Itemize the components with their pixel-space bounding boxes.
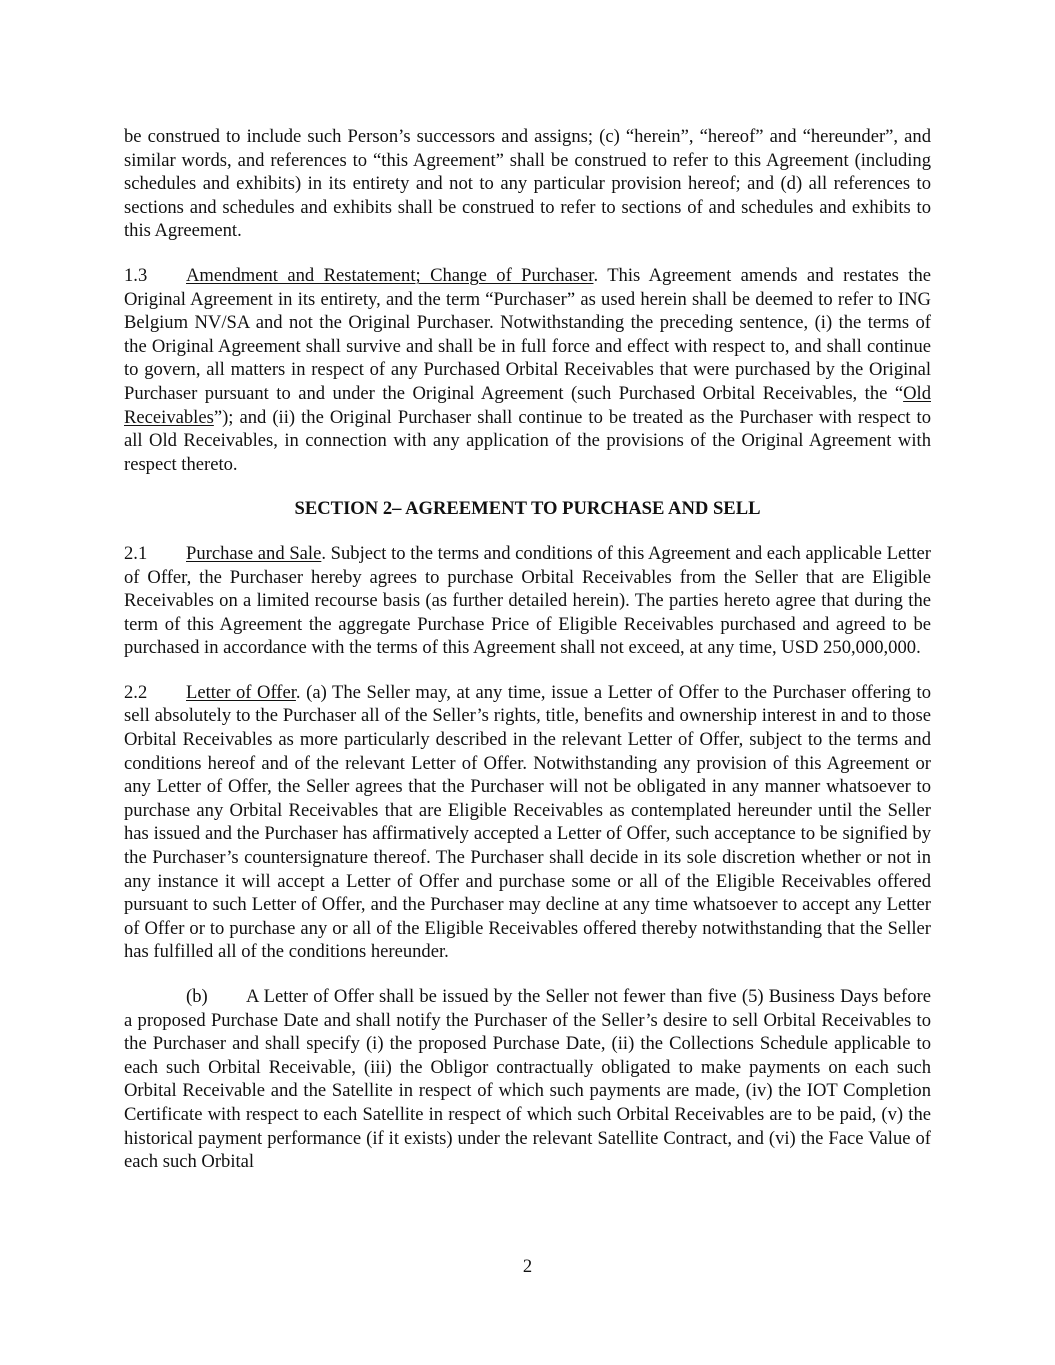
section-text: . This Agreement amends and restates the Original Agreement in its entirety, and the term “Purchaser” as used herein shall be deemed to refer to ING Belgium NV/SA and not the Original Purchaser. Notwithstanding the preceding sentence, (i) the terms of the Original Agreement shall survive and shall be in full force and effect with respect to, and shall continue to govern, all matters in respect of any Purchased Orbital Receivables that were purchased by the Original Purchaser pursuant to and under the Original Agreement (such Purchased Orbital Receivables, the “ <box>124 264 931 404</box>
section-title: Amendment and Restatement; Change of Purchaser <box>186 264 594 286</box>
section-text: . Subject to the terms and conditions of this Agreement and each applicable Letter of Offer, the Purchaser hereby agrees to purchase Orbital Receivables from the Seller that are Eligible Receivables on a limited recourse basis (as further detailed herein). The parties hereto agree that during the term of this Agreement the aggregate Purchase Price of Eligible Receivables purchased and agreed to be purchased in accordance with the terms of this Agreement shall not exceed, at any time, USD 250,000,000. <box>124 542 931 659</box>
document-page <box>124 125 931 1195</box>
section-2-heading: SECTION 2– AGREEMENT TO PURCHASE AND SELL <box>294 498 761 520</box>
section-text: . (a) The Seller may, at any time, issue a Letter of Offer to the Purchaser offering to sell absolutely to the Purchaser all of the Seller’s rights, title, benefits and ownership interest in and to those Orbital Receivables as more particularly described in the relevant Letter of Offer, subject to the terms and conditions hereof and of the relevant Letter of Offer. Notwithstanding any provision of this Agreement or any Letter of Offer, the Seller agrees that the Purchaser will not be obligated in any manner whatsoever to purchase any Orbital Receivables that are Eligible Receivables as contemplated hereunder until the Seller has issued and the Purchaser has affirmatively accepted a Letter of Offer, such acceptance to be signified by the Purchaser’s countersignature thereof. The Purchaser shall decide in its sole discretion whether or not in any instance it will accept a Letter of Offer and purchase some or all of the Eligible Receivables offered pursuant to such Letter of Offer, and the Purchaser may decline at any time whatsoever to accept any Letter of Offer or to purchase any or all of the Eligible Receivables offered thereby notwithstanding that the Seller has fulfilled all of the conditions hereunder. <box>124 681 931 963</box>
section-number: 1.3 <box>124 264 148 286</box>
section-2-2 <box>124 681 931 964</box>
section-text: ”); and (ii) the Original Purchaser shall continue to be treated as the Purchaser with respect to all Old Receivables, in connection with any application of the provisions of the Original Agreement with respect thereto. <box>124 406 931 475</box>
clause-label: (b) <box>186 986 208 1007</box>
section-title: Purchase and Sale <box>186 542 322 564</box>
section-2-1 <box>124 542 931 660</box>
section-1-3 <box>124 264 931 476</box>
defined-term: Old Receivables <box>124 382 931 428</box>
intro-paragraph: be construed to include such Person’s successors and assigns; (c) “herein”, “hereof” and “hereunder”, and similar words, and references to “this Agreement” shall be construed to refer to this Agreement (including schedules and exhibits) in its entirety and not to any particular provision hereof; and (d) all references to sections and schedules and exhibits shall be construed to refer to sections of and schedules and exhibits to this Agreement. <box>124 126 931 242</box>
page-number: 2 <box>522 1256 533 1277</box>
section-title: Letter of Offer <box>186 681 296 703</box>
section-number: 2.2 <box>124 681 148 703</box>
section-number: 2.1 <box>124 542 148 564</box>
section-2-2-b <box>124 985 931 1174</box>
clause-text: A Letter of Offer shall be issued by the Seller not fewer than five (5) Business Days before a proposed Purchase Date and shall notify the Purchaser of the Seller’s desire to sell Orbital Receivables to the Purchaser and shall specify (i) the proposed Purchase Date, (ii) the Collections Schedule applicable to each such Orbital Receivable, (iii) the Obligor contractually obligated to make payments on each such Orbital Receivable and the Satellite in respect of which such payments are made, (iv) the IOT Completion Certificate with respect to each Satellite in respect of which such Orbital Receivables are to be paid, (v) the historical payment performance (if it exists) under the relevant Satellite Contract, and (vi) the Face Value of each such Orbital <box>124 986 931 1173</box>
